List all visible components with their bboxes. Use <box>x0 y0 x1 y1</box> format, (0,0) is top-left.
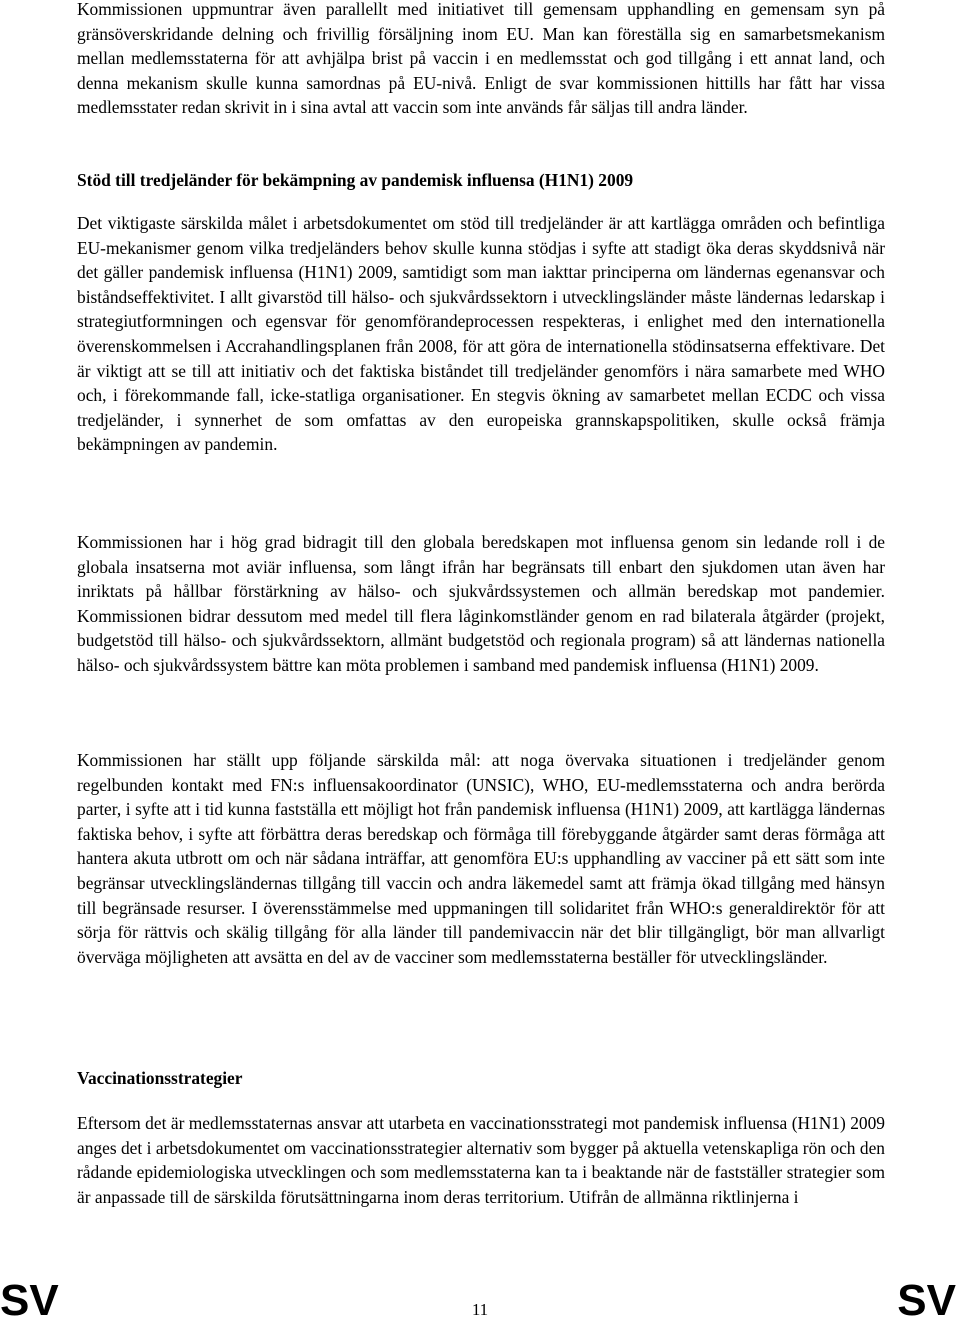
section-heading-vaccination-strategies: Vaccinationsstrategier <box>77 1068 243 1088</box>
footer-language-code-left: SV <box>0 1276 59 1325</box>
section-heading-third-countries: Stöd till tredjeländer för bekämpning av pandemisk influensa (H1N1) 2009 <box>77 170 634 190</box>
paragraph-global-preparedness: Kommissionen har i hög grad bidragit till den globala beredskapen mot influensa genom sin ledande roll i de globala insatserna mot aviär influensa, som långt ifrån har begränsats till enbart den sjukdomen utan även har inriktats på hållbar förstärkning av hälso- och sjukvårdssystemen och allmän beredskap mot pandemier. Kommissionen bidrar dessutom med medel till flera låginkomstländer genom en rad bilaterala åtgärder (projekt, budgetstöd till hälso- och sjukvårdssektorn, allmänt budgetstöd och regionala program) så att ländernas nationella hälso- och sjukvårdssystem bättre kan möta problemen i samband med pandemisk influensa (H1N1) 2009. <box>77 532 885 675</box>
footer-language-code-right: SV <box>897 1276 956 1325</box>
page-number: 11 <box>471 1300 489 1319</box>
paragraph-vaccination-strategies: Eftersom det är medlemsstaternas ansvar att utarbeta en vaccinationsstrategi mot pandemisk influensa (H1N1) 2009 anges det i arbetsdokumentet om vaccinationsstrategier alternativ som bygger på aktuella vetenskapliga rön och den rådande epidemiologiska utvecklingen och som medlemsstaterna kan ta i beaktande när de fastställer strategier som är anpassade till de särskilda förutsättningarna inom deras territorium. Utifrån de allmänna riktlinjerna i <box>77 1113 885 1207</box>
paragraph-joint-procurement: Kommissionen uppmuntrar även parallellt med initiativet till gemensam upphandling en gemensam syn på gränsöverskridande delning och frivillig försäljning inom EU. Man kan föreställa sig en samarbetsmekanism mellan medlemsstaterna för att avhjälpa brist på vaccin i en medlemsstat och god tillgång i ett annat land, och denna mekanism skulle kunna samordnas på EU-nivå. Enligt de svar kommissionen hittills har fått har vissa medlemsstater redan skrivit in i sina avtal att vaccin som inte används får säljas till andra länder. <box>77 0 885 118</box>
paragraph-support-objectives: Det viktigaste särskilda målet i arbetsdokumentet om stöd till tredjeländer är att kartlägga områden och befintliga EU-mekanismer genom vilka tredjeländers behov skulle kunna stödjas i syfte att stadigt öka deras skyddsnivå när det gäller pandemisk influensa (H1N1) 2009, samtidigt som man iakttar principerna om ländernas egenansvar och biståndseffektivitet. I allt givarstöd till hälso- och sjukvårdssektorn i utvecklingsländer måste ländernas ledarskap i strategiutformningen och egensvar för genomförandeprocessen respekteras, i enlighet med den internationella överenskommelsen i Accrahandlingsplanen från 2008, för att göra de internationella stödinsatserna effektivare. Det är viktigt att se till att initiativ och det faktiska biståndet till tredjeländer genomförs i nära samarbete med WHO och, i förekommande fall, icke-statliga organisationer. En stegvis ökning av samarbetet mellan ECDC och vissa tredjeländer, i synnerhet de som omfattas av den europeiska grannskapspolitiken, skulle också främja bekämpningen av pandemin. <box>77 213 885 455</box>
paragraph-specific-goals: Kommissionen har ställt upp följande särskilda mål: att noga övervaka situationen i tredjeländer genom regelbunden kontakt med FN:s influensakoordinator (UNSIC), WHO, EU-medlemsstaterna och andra berörda parter, i syfte att i tid kunna fastställa ett möjligt hot från pandemisk influensa (H1N1) 2009, att kartlägga ländernas faktiska behov, i syfte att förbättra deras beredskap och förmåga till förebyggande åtgärder samt deras förmåga att hantera akuta utbrott om och när sådana inträffar, att genomföra EU:s upphandling av vacciner på ett sätt som inte begränsar utvecklingsländernas tillgång till vaccin och andra läkemedel samt att främja ökad tillgång med hänsyn till begränsade resurser. I överensstämmelse med uppmaningen till solidaritet från WHO:s generaldirektör för att sörja för rättvis och skälig tillgång för alla länder till pandemivaccin när det blir tillgängligt, bör man allvarligt överväga möjligheten att avsätta en del av de vacciner som medlemsstaterna beställer för utvecklingsländer. <box>77 750 885 967</box>
